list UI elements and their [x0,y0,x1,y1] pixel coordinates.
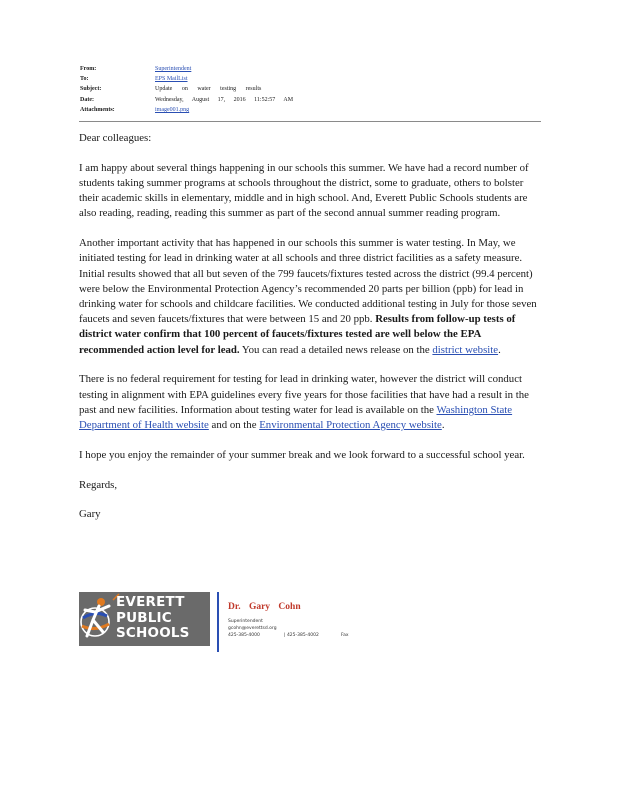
water-testing-text: Another important activity that has happened in our schools this summer is water testing. In May, we initiated testing for lead in drinking water at all schools and three district facilities as a safety measure. Initial results showed that all but seven of the 799 faucets/fixtures tested across the district (99.4 percent) were below the Environmental Protection Agency’s recommended 20 parts per billion (ppb) for lead in drinking water for schools and childcare facilities. We conducted additional testing in July for those seven faucets and seven faucets/fixtures that were between 15 and 20 ppb. [79,237,537,326]
to-value[interactable]: EPS MailList [155,76,188,83]
signature-phone-2: | 425-385-4002 [284,633,319,638]
district-website-link[interactable]: district website [432,343,499,356]
everett-public-schools-logo [79,592,210,646]
email-body [79,131,541,537]
paragraph-summer-programs: I am happy about several things happening in our schools this summer. We have had a record number of students taking summer programs at schools throughout the district, some to graduate, others to bolster their academic skills in elementary, middle and in high school. And, Everett Public Schools students are also reading, reading, reading this summer as part of the second annual summer reading program. [79,161,529,220]
signature-divider [217,592,219,652]
from-label: From: [80,66,97,72]
signature-phone-1: 425-385-4000 [228,633,260,638]
epa-website-link[interactable]: Environmental Protection Agency website [259,419,442,432]
email-header [80,64,540,115]
signoff-name: Gary [79,508,101,521]
from-value[interactable]: Superintendent [155,66,192,72]
date-value: Wednesday, August 17, 2016 11:52:57 AM [155,96,294,103]
subject-value: Update on water testing results [155,86,262,93]
subject-label: Subject: [80,86,102,93]
water-testing-text-2: You can read a detailed news release on the [239,343,433,356]
header-date-row [80,95,540,105]
header-from-row [80,64,540,74]
paragraph-water-testing [79,236,541,358]
signature-title: Superintendent [228,619,263,624]
logo-line-2: PUBLIC [116,609,172,626]
signature-name: Dr. Gary Cohn [228,602,301,612]
attachment-link[interactable]: image001.png [155,106,190,113]
paragraph-closing-wish: I hope you enjoy the remainder of your summer break and we look forward to a successful school year. [79,448,525,461]
federal-requirement-text-3: . [441,419,445,432]
logo-line-1: EVERETT [116,594,185,610]
paragraph-federal-requirement [79,372,541,433]
date-label: Date: [80,96,94,103]
federal-requirement-text-2: and on the [208,419,260,432]
header-divider [79,121,541,122]
greeting: Dear colleagues: [79,132,152,144]
to-label: To: [80,76,89,83]
signature-fax-label: Fax [341,633,349,638]
email-signature [79,592,439,654]
logo-wordmark [116,595,190,642]
signature-email[interactable]: gcohn@everettsd.org [228,626,277,631]
water-testing-results-bold: Results from follow-up tests of district water confirm that 100 percent of faucets/fixtures tested are well below the EPA recommended action level for lead. [79,313,516,356]
logo-line-3: SCHOOLS [116,625,190,641]
header-to-row [80,74,540,84]
header-subject-row [80,84,540,94]
water-testing-text-3: . [498,343,501,356]
doh-website-link[interactable]: Washington State Department of Health website [79,403,513,432]
federal-requirement-text: There is no federal requirement for testing for lead in drinking water, however the district will conduct testing in alignment with EPA guidelines every five years for those facilities that have had a result in the past and new facilities. Information about testing water for lead is available on the [79,373,529,416]
header-attachments-row [80,105,540,115]
attachments-label: Attachments: [80,106,115,113]
closing: Regards, [79,478,118,491]
